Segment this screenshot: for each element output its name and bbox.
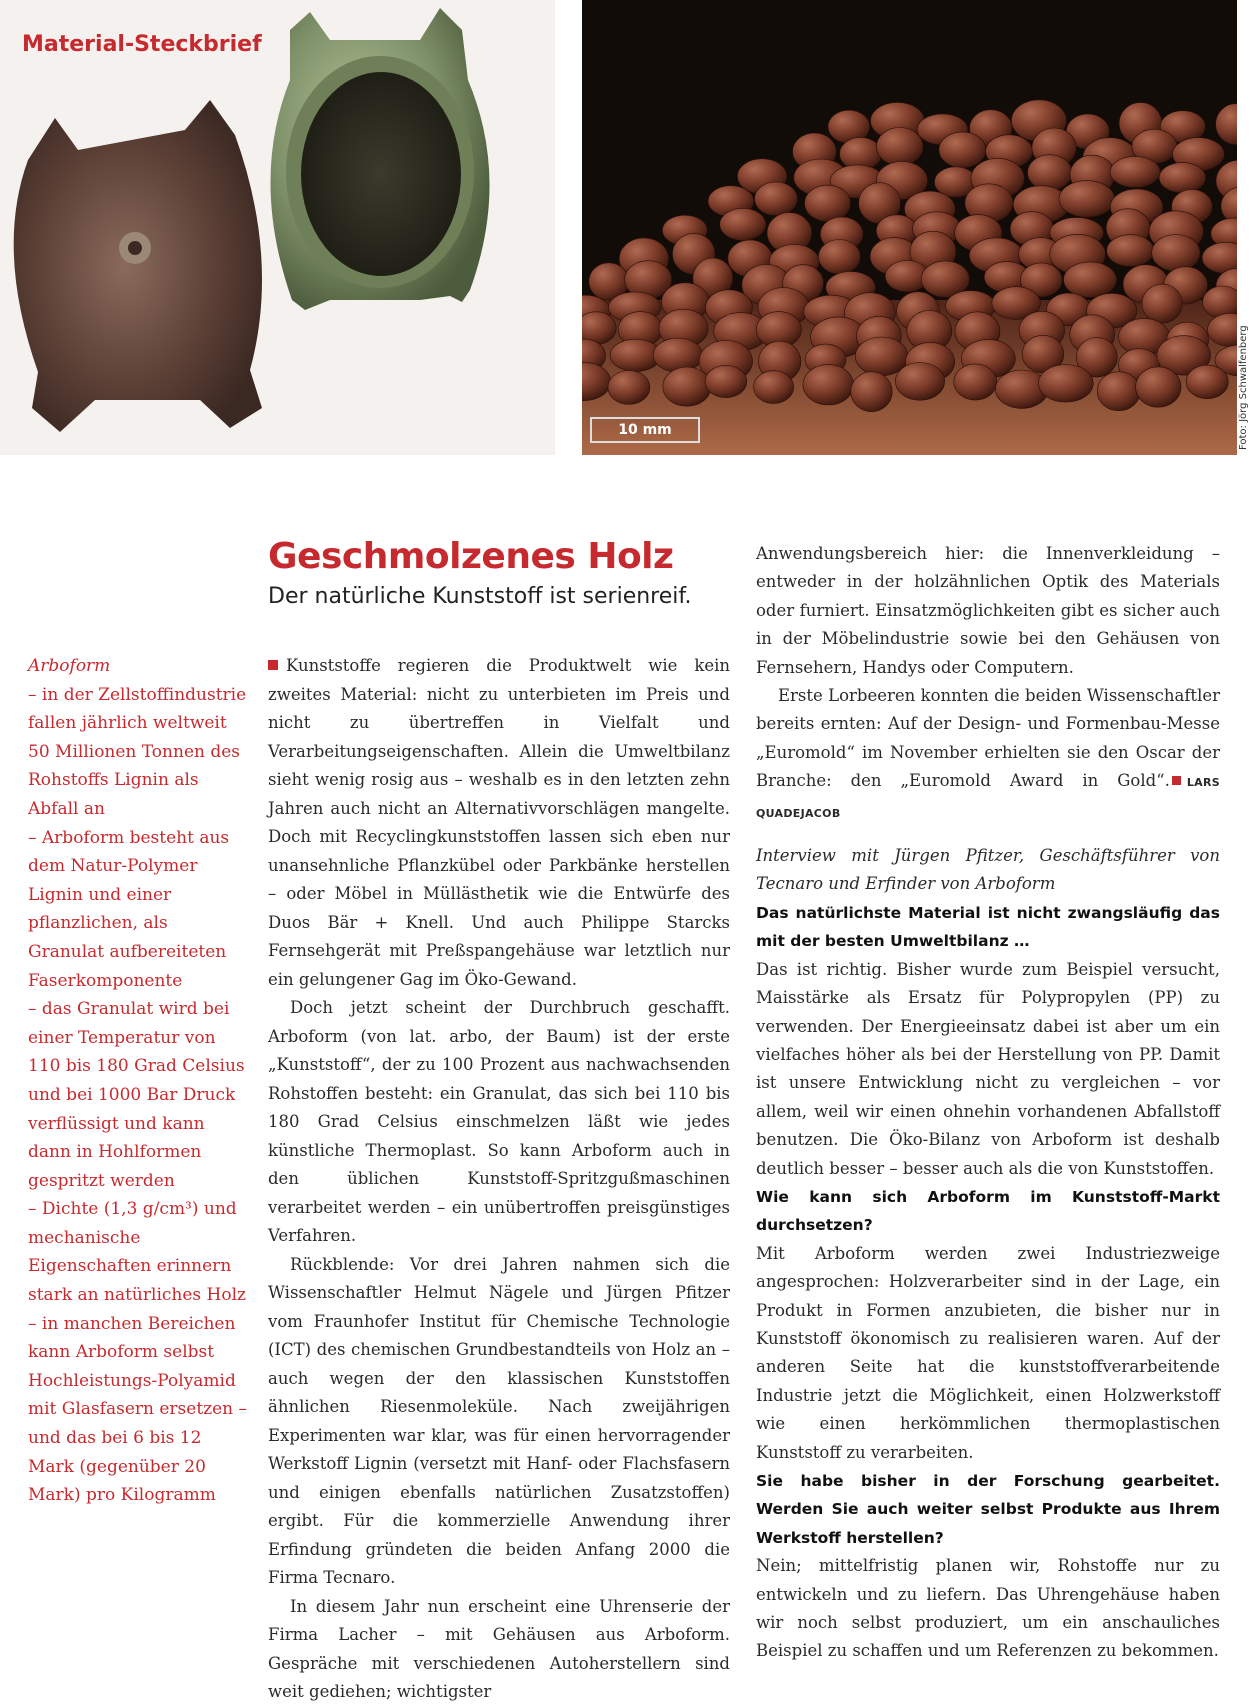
brown-watch-case xyxy=(14,100,262,432)
granulate-pellet xyxy=(755,182,798,216)
sidebar-item: – in der Zellstoffindustrie fallen jährlich weltweit 50 Millionen Tonnen des Rohstoffs Lignin als Abfall an xyxy=(28,684,247,819)
watch-cases-illustration xyxy=(0,0,555,455)
article-subtitle: Der natürliche Kunststoff ist serienreif. xyxy=(268,584,692,609)
granulate-pellet xyxy=(720,208,766,240)
granulate-pellet xyxy=(663,367,711,406)
granulate-pellet xyxy=(1064,262,1117,298)
body-paragraph: Doch jetzt scheint der Durchbruch geschafft. Arboform (von lat. arbo, der Baum) ist der erste „Kunststoff“, der zu 100 Prozent aus nachwachsenden Rohstoffen besteht: ein Granulat, das sich bei 110 bis 180 Grad Celsius einschmelzen läßt wie jedes künstliche Thermoplast. So kann Arboform auch in den üblichen Kunststoff-Spritzgußmaschinen verarbeitet werden – ein unübertroffen preisgünstiges Verfahren. xyxy=(268,998,730,1245)
granulate-photo xyxy=(582,0,1237,455)
material-steckbrief-caption: Material-Steckbrief xyxy=(22,32,262,57)
end-square-icon xyxy=(1172,776,1181,785)
granulate-pellet xyxy=(754,371,794,404)
body-paragraph: Anwendungsbereich hier: die Innenverkleidung – entweder in der holzähnlichen Optik des Materials oder furniert. Einsatzmöglichkeiten gibt es sicher auch in der Möbelindustrie sowie bei den Gehäusen von Fernsehern, Handys oder Computern. xyxy=(756,544,1220,677)
granulate-pellet xyxy=(608,371,650,405)
granulate-pellet xyxy=(818,239,860,274)
article-title: Geschmolzenes Holz xyxy=(268,536,674,577)
body-paragraph: Rückblende: Vor drei Jahren nahmen sich die Wissenschaftler Helmut Nägele und Jürgen Pfitzer vom Fraunhofer Institut für Chemische Technologie (ICT) des chemischen Grundbestandteils von Holz an – auch wegen der den klassischen Kunststoffen ähnlichen Riesenmoleküle. Nach zweijährigen Experimenten war klar, was für einen hervorragender Werkstoff Lignin (versetzt mit Hanf- oder Flachsfasern und einigen ebenfalls natürlichen Zusatzstoffen) ergibt. Für die kommerzielle Anwendung ihrer Erfindung gründeten die beiden Anfang 2000 die Firma Tecnaro. xyxy=(268,1254,730,1587)
right-column xyxy=(756,540,1220,1666)
sidebar-item: – in manchen Bereichen kann Arboform selbst Hochleistungs-Polyamid mit Glasfasern ersetzen – und das bei 6 bis 12 Mark (gegenüber 20 Mark) pro Kilogramm xyxy=(28,1313,248,1506)
sidebar-item: – das Granulat wird bei einer Temperatur von 110 bis 180 Grad Celsius und bei 1000 Bar Druck verflüssigt und kann dann in Hohlformen gespritzt werden xyxy=(28,999,245,1191)
body-paragraph: Kunststoffe regieren die Produktwelt wie kein zweites Material: nicht zu unterbieten im Preis und nicht zu übertreffen in Vielfalt und Verarbeitungseigenschaften. Allein die Umweltbilanz sieht wenig rosig aus – weshalb es in den letzten zehn Jahren auch nicht an Alternativvorschlägen mangelte. Doch mit Recyclingkunststoffen lassen sich eben nur unansehnliche Pflanzkübel oder Parkbänke herstellen – oder Möbel in Müllästhetik wie die Entwürfe des Duos Bär + Knell. Und auch Philippe Starcks Fernsehgerät mit Preßspangehäuse war letztlich nur ein gelungener Gag im Öko-Gewand. xyxy=(268,656,730,989)
interview-question: Das natürlichste Material ist nicht zwangsläufig das mit der besten Umweltbilanz … xyxy=(756,903,1220,951)
granulate-pellet xyxy=(1107,235,1154,267)
interview-answer: Das ist richtig. Bisher wurde zum Beispiel versucht, Maisstärke als Ersatz für Polypropylen (PP) zu verwenden. Der Energieeinsatz dabei ist aber um ein vielfaches höher als bei der Herstellung von PP. Damit ist unsere Entwicklung nicht zu vergleichen – vor allem, weil wir einen ohnehin vorhandenen Abfallstoff benutzen. Die Öko-Bilanz von Arboform ist deshalb deutlich besser – besser auch als die von Kunststoffen. xyxy=(756,959,1220,1178)
granulate-pellet xyxy=(851,372,892,412)
granulate-pellet xyxy=(1059,181,1115,218)
granulate-pellet xyxy=(954,364,997,400)
interview-question: Sie habe bisher in der Forschung gearbeitet. Werden Sie auch weiter selbst Produkte aus Ihrem Werkstoff herstellen? xyxy=(756,1472,1220,1547)
interview-intro: Interview mit Jürgen Pfitzer, Geschäftsführer von Tecnaro und Erfinder von Arboform xyxy=(756,846,1220,894)
interview-answer: Mit Arboform werden zwei Industriezweige angesprochen: Holzverarbeiter sind in der Lage, ein Produkt in Formen anzubieten, die bisher nur in Kunststoff ökonomisch zu realisieren waren. Auf der anderen Seite hat die kunststoffverarbeitende Industrie jetzt die Möglichkeit, einen Holzwerkstoff wie einen herkömmlichen thermoplastischen Kunststoff zu verarbeiten. xyxy=(756,1243,1220,1462)
granulate-pellet xyxy=(1186,365,1228,399)
granulate-pellet xyxy=(1142,284,1182,323)
interview-answer: Nein; mittelfristig planen wir, Rohstoffe nur zu entwickeln und zu liefern. Das Uhrengehäuse haben wir noch selbst produziert, um ein anschauliches Beispiel zu schaffen und um Referenzen zu bekommen. xyxy=(756,1556,1220,1661)
granulate-pellet xyxy=(877,128,924,166)
granulate-pellet xyxy=(1152,235,1200,272)
sidebar-heading: Arboform xyxy=(28,656,111,676)
green-watch-case xyxy=(270,8,489,310)
fact-sidebar xyxy=(28,652,248,1510)
granulate-pellet xyxy=(653,338,702,372)
sidebar-item: – Arboform besteht aus dem Natur-Polymer Lignin und einer pflanzlichen, als Granulat aufbereiteten Faserkomponente xyxy=(28,827,230,991)
granulate-pellet xyxy=(805,185,851,221)
granulate-pellet xyxy=(803,365,854,405)
granulate-pellet xyxy=(705,365,747,397)
granulate-pellet xyxy=(1038,365,1093,403)
granulate-pellets xyxy=(582,0,1237,455)
granulate-pellet xyxy=(1110,157,1160,188)
granulate-pellet xyxy=(1028,155,1072,191)
interview-question: Wie kann sich Arboform im Kunststoff-Markt durchsetzen? xyxy=(756,1187,1220,1235)
scale-bar: 10 mm xyxy=(590,417,700,443)
watch-cases-photo xyxy=(0,0,555,455)
granulate-pellet xyxy=(1097,372,1140,411)
granulate-pellet xyxy=(895,363,944,401)
granulate-pellet xyxy=(1216,104,1237,145)
granulate-pellet xyxy=(939,132,986,168)
body-paragraph: Erste Lorbeeren konnten die beiden Wissenschaftler bereits ernten: Auf der Design- und Formenbau-Messe „Euromold“ im November erhielten sie den Oscar der Branche: den „Euromold Award in Gold“. LARS QUADEJACOB xyxy=(756,686,1220,820)
start-square-icon xyxy=(268,660,278,670)
granulate-pellet xyxy=(1159,163,1206,193)
body-paragraph: In diesem Jahr nun erscheint eine Uhrenserie der Firma Lacher – mit Gehäusen aus Arboform. Gespräche mit verschiedenen Autoherstellern sind weit gediehen; wichtigster xyxy=(268,1596,730,1701)
sidebar-item: – Dichte (1,3 g/cm³) und mechanische Eigenschaften erinnern stark an natürliches Holz xyxy=(28,1199,246,1306)
granulate-pellet xyxy=(1136,367,1181,407)
article-body-column xyxy=(268,652,730,1707)
granulate-pellet xyxy=(855,337,908,376)
photo-credit: Foto: Jörg Schwalfenberg xyxy=(1238,325,1249,450)
author-name: LARS QUADEJACOB xyxy=(756,776,1220,820)
